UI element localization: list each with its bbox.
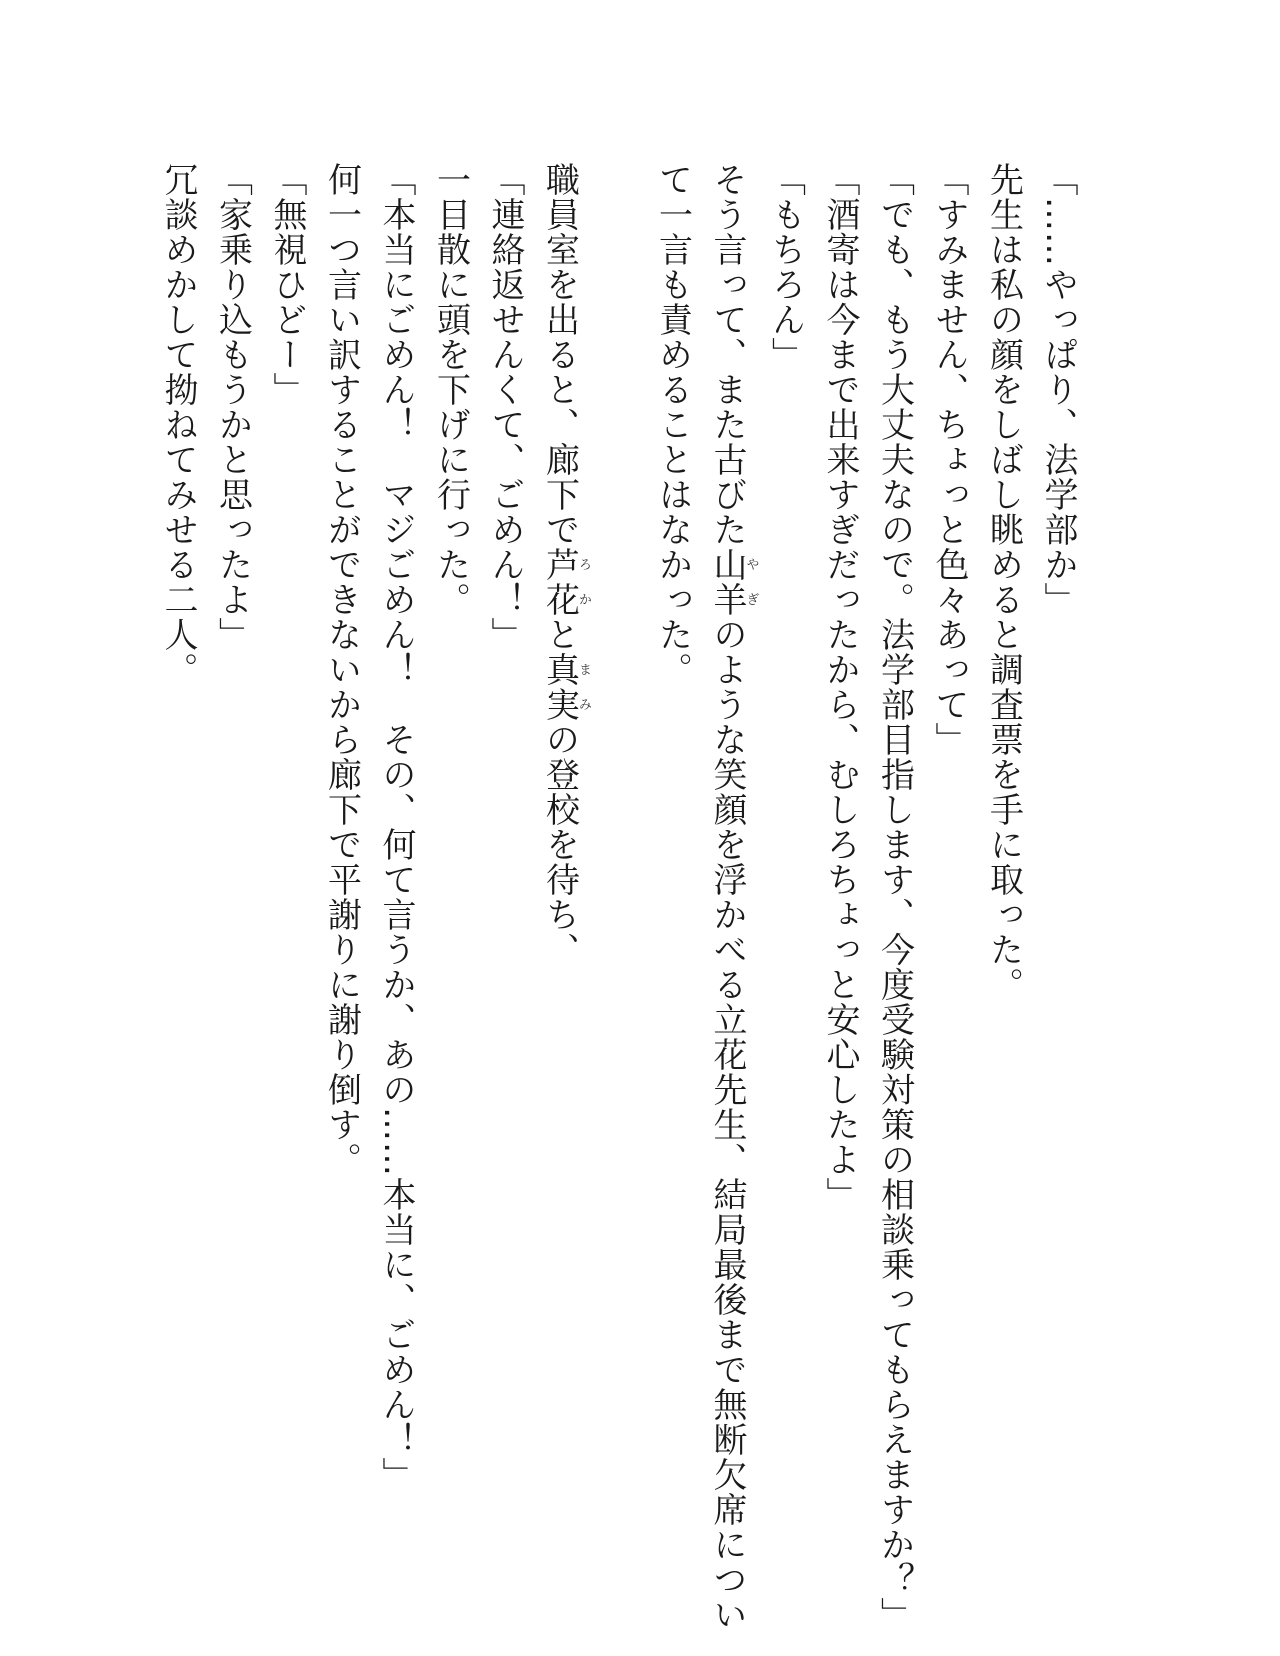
text-line: 「連絡返せんくて、ごめん！」	[485, 162, 525, 652]
text-line: 「本当にごめん！ マジごめん！ その、何て言うか、あの……本当に、ごめん！」	[376, 162, 416, 1492]
ruby-mami: 真実まみ	[539, 652, 591, 722]
text-segment: の登校を待ち、	[539, 722, 580, 967]
text-segment: そう言って、また古びた	[707, 162, 747, 547]
text-segment: 職員室を出ると、廊下で	[539, 162, 580, 547]
text-segment: のような笑顔を浮かべる立花先生、結局最後まで無断欠席につい	[707, 617, 747, 1632]
text-segment: と	[539, 617, 580, 652]
ruby-yagi: 山羊やぎ	[707, 547, 759, 617]
text-line: 一目散に頭を下げに行った。	[430, 162, 471, 617]
text-line: て一言も責めることはなかった。	[652, 162, 693, 687]
text-line: 「酒寄は今まで出来すぎだったから、むしろちょっと安心したよ」	[820, 162, 860, 1212]
text-line: 「でも、もう大丈夫なので。法学部目指します、今度受験対策の相談乗ってもらえますか？」	[874, 162, 915, 1632]
text-line: 「家乗り込もうかと思ったよ」	[212, 162, 253, 652]
text-line: 「もちろん」	[765, 162, 806, 372]
vertical-text-body	[151, 162, 1086, 1632]
text-line: 冗談めかして拗ねてみせる二人。	[158, 162, 198, 687]
text-line-with-ruby	[700, 162, 759, 1632]
blank-line	[591, 162, 646, 1552]
text-line: 「無視ひどー」	[267, 162, 307, 407]
text-line: 「すみません、ちょっと色々あって」	[929, 162, 969, 757]
text-line: 何一つ言い訳することができないから廊下で平謝りに謝り倒す。	[321, 162, 362, 1177]
text-line: 先生は私の顔をしばし眺めると調査票を手に取った。	[983, 162, 1024, 1002]
text-line: 「……やっぱり、法学部か」	[1038, 162, 1078, 617]
ruby-roka: 芦花ろか	[539, 547, 591, 617]
text-line-with-ruby	[532, 162, 591, 1552]
